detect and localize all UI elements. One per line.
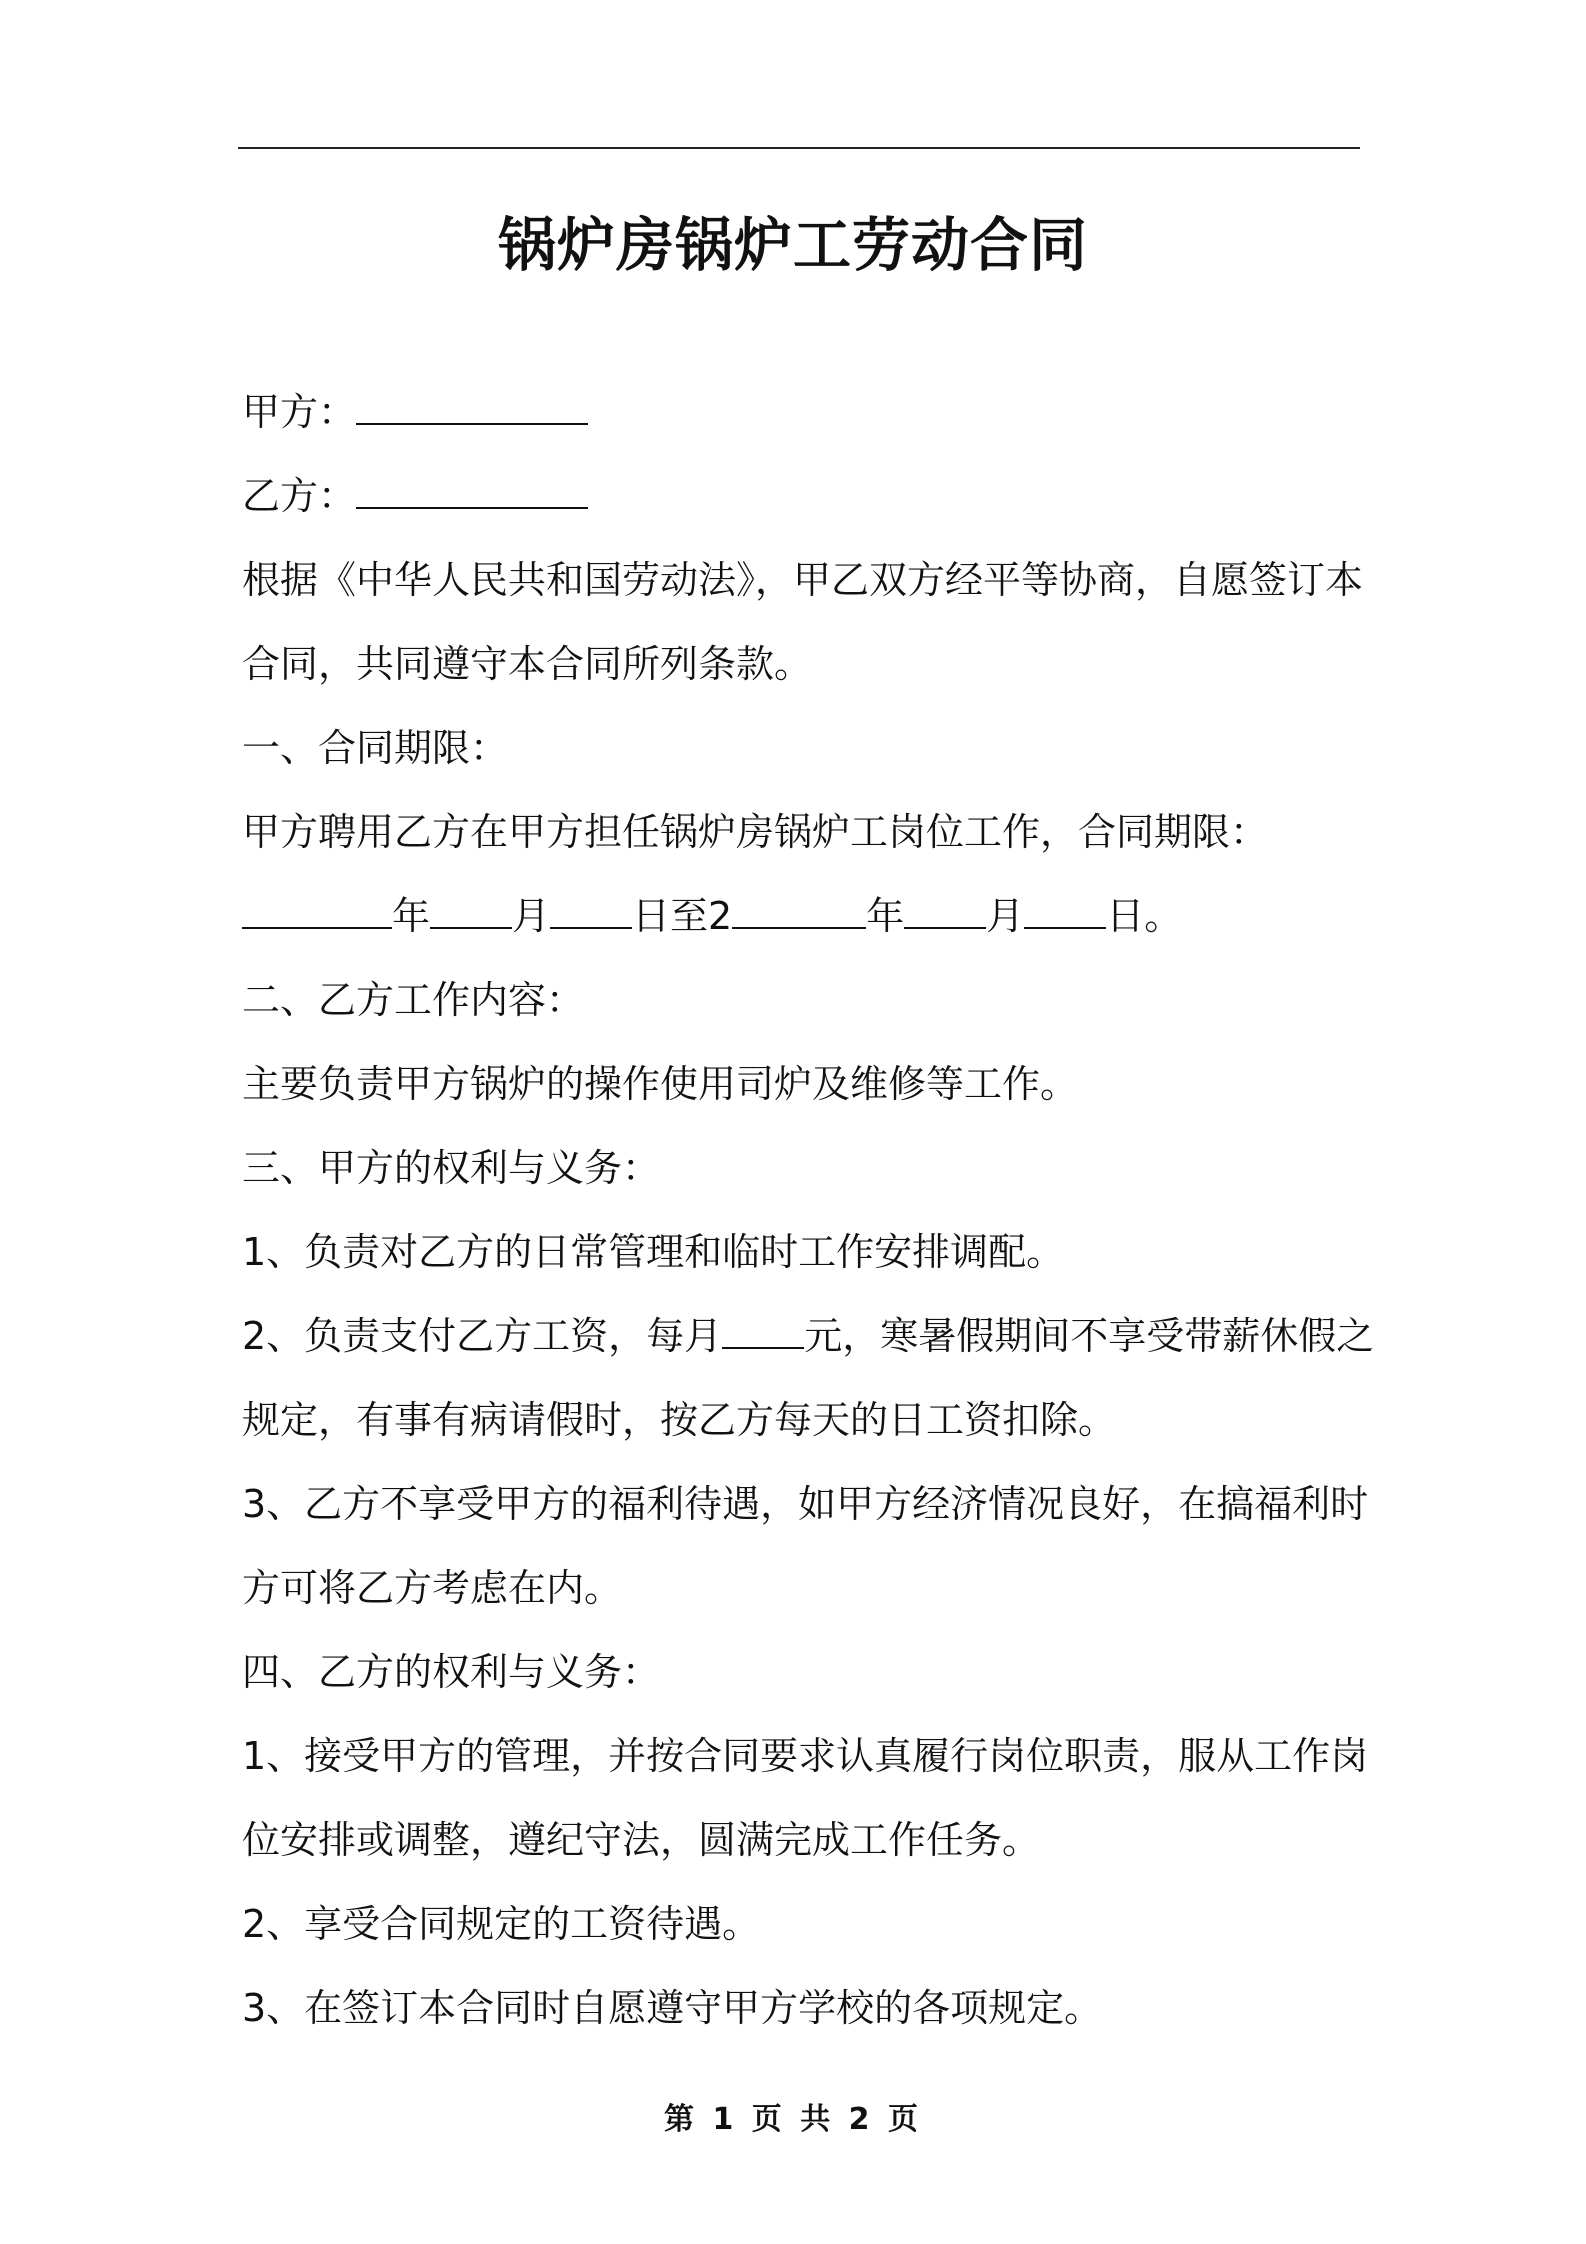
- party-b-label: 乙方：: [242, 474, 357, 518]
- party-b-line: [242, 454, 1360, 538]
- start-year-unit: 年: [392, 894, 431, 938]
- section-1-heading: 一、合同期限：: [242, 726, 509, 770]
- end-year-unit: 年: [866, 894, 905, 938]
- start-month-blank: [430, 893, 512, 929]
- preamble-line-1: 根据《中华人民共和国劳动法》，甲乙双方经平等协商，自愿签订本: [242, 558, 1364, 602]
- end-day-blank: [1024, 893, 1106, 929]
- end-month-unit: 月: [986, 894, 1025, 938]
- section-3-item-2: [242, 1294, 1375, 1378]
- document-title: 锅炉房锅炉工劳动合同: [497, 211, 1088, 279]
- start-year-blank: [242, 893, 392, 929]
- section-2-text: 主要负责甲方锅炉的操作使用司炉及维修等工作。: [242, 1062, 1079, 1106]
- party-a-blank: [356, 389, 588, 425]
- end-year-blank: [732, 893, 866, 929]
- section-3-heading: 三、甲方的权利与义务：: [242, 1146, 661, 1190]
- end-year-prefix: 2: [708, 894, 733, 938]
- salary-blank: [722, 1313, 804, 1349]
- section-4-item-1: 1、接受甲方的管理，并按合同要求认真履行岗位职责，服从工作岗: [242, 1734, 1369, 1778]
- section-4-heading: 四、乙方的权利与义务：: [242, 1650, 661, 1694]
- end-day-unit: 日。: [1106, 894, 1183, 938]
- party-a-label: 甲方：: [242, 390, 357, 434]
- section-4-item-2: 2、享受合同规定的工资待遇。: [242, 1902, 761, 1946]
- section-4-item-3: 3、在签订本合同时自愿遵守甲方学校的各项规定。: [242, 1986, 1103, 2030]
- party-a-line: [242, 370, 1360, 454]
- start-day-blank: [550, 893, 632, 929]
- start-day-unit: 日至: [632, 894, 709, 938]
- contract-body: [242, 370, 1375, 2050]
- salary-text-after: 元，寒暑假期间不享受带薪休假之: [804, 1314, 1375, 1358]
- section-3-item-3: 3、乙方不享受甲方的福利待遇，如甲方经济情况良好，在搞福利时: [242, 1482, 1369, 1526]
- section-3-item-1: 1、负责对乙方的日常管理和临时工作安排调配。: [242, 1230, 1065, 1274]
- preamble-line-2: 合同，共同遵守本合同所列条款。: [242, 642, 813, 686]
- section-2-heading: 二、乙方工作内容：: [242, 978, 585, 1022]
- section-3-item-2-cont: 规定，有事有病请假时，按乙方每天的日工资扣除。: [242, 1398, 1117, 1442]
- section-4-item-1-cont: 位安排或调整，遵纪守法，圆满完成工作任务。: [242, 1818, 1041, 1862]
- contract-term-dates: [242, 874, 1360, 958]
- party-b-blank: [356, 473, 588, 509]
- page-number: 第 1 页 共 2 页: [664, 2102, 922, 2137]
- header-rule: [238, 147, 1360, 149]
- salary-text-before: 2、负责支付乙方工资，每月: [242, 1314, 723, 1358]
- section-1-text: 甲方聘用乙方在甲方担任锅炉房锅炉工岗位工作，合同期限：: [242, 810, 1269, 854]
- end-month-blank: [904, 893, 986, 929]
- section-3-item-3-cont: 方可将乙方考虑在内。: [242, 1566, 623, 1610]
- start-month-unit: 月: [512, 894, 551, 938]
